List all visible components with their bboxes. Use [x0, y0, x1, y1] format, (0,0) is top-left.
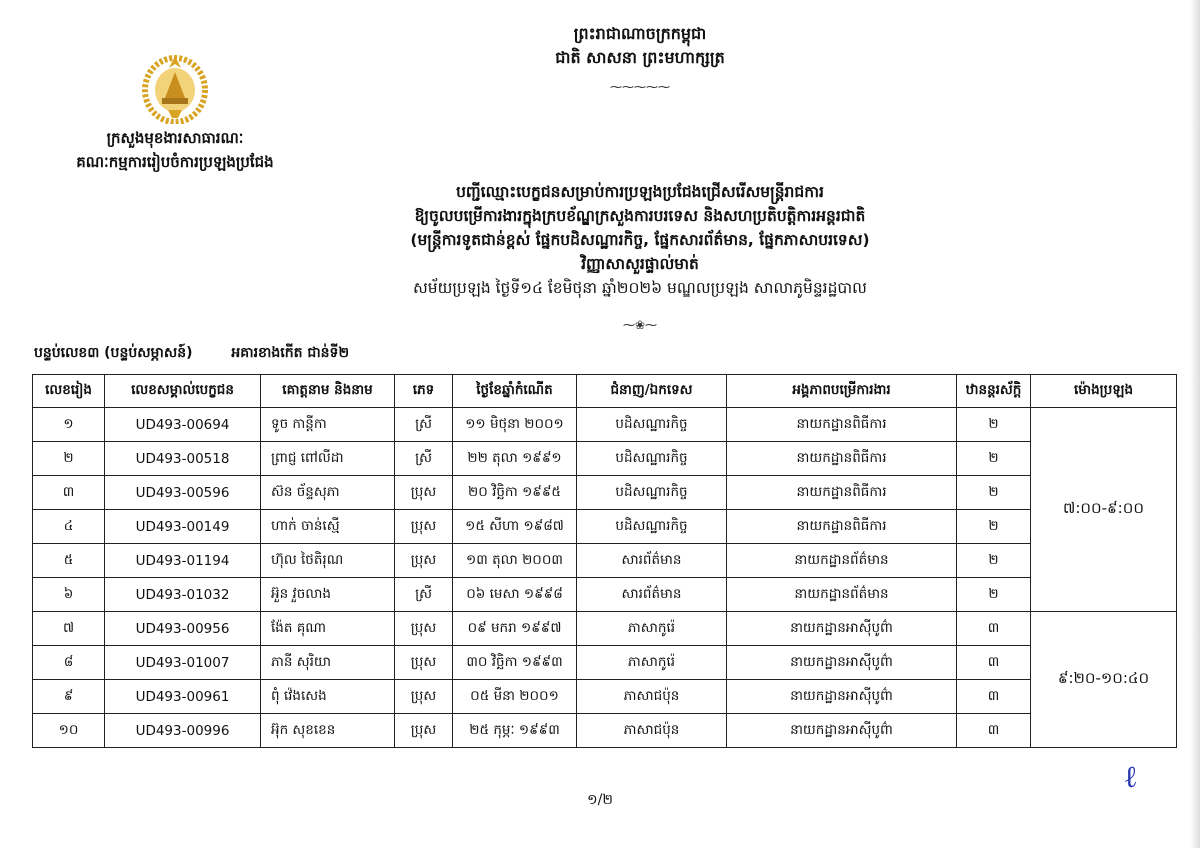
cell-rank: ២ [957, 578, 1031, 612]
page-edge-shadow [1190, 0, 1200, 848]
cell-name: អ៊ុក សុខខេន [261, 714, 395, 748]
cell-sex: ប្រុស [395, 612, 453, 646]
cell-id: UD493-00596 [105, 476, 261, 510]
cell-sex: ប្រុស [395, 646, 453, 680]
title-ornament: ⁓❀⁓ [622, 318, 658, 332]
table-row [33, 612, 1177, 646]
cell-rank: ២ [957, 442, 1031, 476]
cell-skill: ភាសាកូរ៉េ [577, 646, 727, 680]
cell-sex: ស្រី [395, 578, 453, 612]
ministry-name: ក្រសួងមុខងារសាធារណៈ [106, 129, 244, 147]
cell-no: ៣ [33, 476, 105, 510]
table-row [33, 510, 1177, 544]
column-header: គោត្តនាម និងនាម [261, 375, 395, 408]
cell-skill: សារព័ត៌មាន [577, 578, 727, 612]
column-header: លេខរៀង [33, 375, 105, 408]
cell-rank: ៣ [957, 680, 1031, 714]
room-building: អគារខាងកើត ជាន់ទី២ [231, 345, 350, 361]
signature-mark: ℓ [1121, 759, 1140, 796]
cell-unit: នាយកដ្ឋានអាស៊ីបូព៌ា [727, 646, 957, 680]
table-row [33, 544, 1177, 578]
committee-name: គណៈកម្មការរៀបចំការប្រឡងប្រជែង [76, 153, 274, 171]
cell-unit: នាយកដ្ឋានពិធីការ [727, 476, 957, 510]
cell-dob: ២០ វិច្ឆិកា ១៩៩៥ [453, 476, 577, 510]
cell-dob: ២៥ កុម្ភៈ ១៩៩៣ [453, 714, 577, 748]
cell-sex: ប្រុស [395, 476, 453, 510]
table-body [33, 408, 1177, 748]
header-ornament: ⁓⁓⁓⁓⁓ [610, 80, 670, 94]
cell-id: UD493-00996 [105, 714, 261, 748]
cell-exam-time: ៩:២០-១០:៤០ [1031, 612, 1177, 748]
cell-dob: ០៦ មេសា ១៩៩៨ [453, 578, 577, 612]
cell-dob: ០៥ មីនា ២០០១ [453, 680, 577, 714]
cell-dob: ២២ តុលា ១៩៩១ [453, 442, 577, 476]
cell-id: UD493-00518 [105, 442, 261, 476]
cell-no: ៧ [33, 612, 105, 646]
table-row [33, 408, 1177, 442]
cell-dob: ៣០ វិច្ឆិកា ១៩៩៣ [453, 646, 577, 680]
column-header: ភេទ [395, 375, 453, 408]
cell-sex: ប្រុស [395, 510, 453, 544]
ministry-block [40, 126, 310, 174]
page-number: ១/២ [587, 792, 613, 808]
cell-rank: ៣ [957, 714, 1031, 748]
column-header: អង្គភាពបម្រើការងារ [727, 375, 957, 408]
cell-id: UD493-00694 [105, 408, 261, 442]
cell-id: UD493-01007 [105, 646, 261, 680]
cell-dob: ០៩ មករា ១៩៩៧ [453, 612, 577, 646]
cell-skill: សារព័ត៌មាន [577, 544, 727, 578]
room-info [34, 343, 383, 364]
kingdom-header [500, 22, 780, 70]
cell-dob: ១៣ តុលា ២០០៣ [453, 544, 577, 578]
document-title [250, 180, 1030, 300]
kingdom-title: ព្រះរាជាណាចក្រកម្ពុជា [573, 24, 707, 43]
cell-no: ១០ [33, 714, 105, 748]
cell-name: ពុំ វ៉េងសេង [261, 680, 395, 714]
cell-skill: បដិសណ្ឋារកិច្ច [577, 510, 727, 544]
cell-sex: ស្រី [395, 408, 453, 442]
cell-id: UD493-00956 [105, 612, 261, 646]
table-row [33, 578, 1177, 612]
cell-skill: បដិសណ្ឋារកិច្ច [577, 476, 727, 510]
cell-id: UD493-01194 [105, 544, 261, 578]
title-line-2: ឱ្យចូលបម្រើការងារក្នុងក្របខ័ណ្ឌក្រសួងការបរទេស និងសហប្រតិបត្តិការអន្តរជាតិ [414, 207, 866, 225]
cell-name: ហ៊ុល ថៃតិរុណ [261, 544, 395, 578]
cell-unit: នាយកដ្ឋានពិធីការ [727, 510, 957, 544]
cell-id: UD493-00961 [105, 680, 261, 714]
title-line-5: សម័យប្រឡង ថ្ងៃទី១៤ ខែមិថុនា ឆ្នាំ២០២៦ មណ្ឌលប្រឡង សាលាភូមិន្ទរដ្ឋបាល [413, 279, 867, 297]
column-header: ថ្ងៃខែឆ្នាំកំណើត [453, 375, 577, 408]
cell-rank: ២ [957, 544, 1031, 578]
cell-rank: ២ [957, 510, 1031, 544]
cell-name: ទូច កាន្តីកា [261, 408, 395, 442]
cell-rank: ២ [957, 476, 1031, 510]
cell-unit: នាយកដ្ឋានព័ត៌មាន [727, 578, 957, 612]
cell-unit: នាយកដ្ឋានអាស៊ីបូព៌ា [727, 680, 957, 714]
cell-no: ៦ [33, 578, 105, 612]
cell-exam-time: ៧:០០-៩:០០ [1031, 408, 1177, 612]
cell-skill: បដិសណ្ឋារកិច្ច [577, 408, 727, 442]
column-header: លេខសម្គាល់បេក្ខជន [105, 375, 261, 408]
table-row [33, 646, 1177, 680]
table-row [33, 442, 1177, 476]
cell-name: ស៊ន ច័ន្ទសុភា [261, 476, 395, 510]
cell-name: ភានី សុរិយា [261, 646, 395, 680]
cell-name: ព្រាជ្ញ ពៅលីដា [261, 442, 395, 476]
table-row [33, 680, 1177, 714]
cell-name: អ៊ួន វួចលាង [261, 578, 395, 612]
column-header: ជំនាញ/ឯកទេស [577, 375, 727, 408]
cell-rank: ២ [957, 408, 1031, 442]
cell-skill: ភាសាកូរ៉េ [577, 612, 727, 646]
table-row [33, 714, 1177, 748]
cell-sex: ប្រុស [395, 714, 453, 748]
cell-unit: នាយកដ្ឋានអាស៊ីបូព៌ា [727, 612, 957, 646]
cell-dob: ១៥ សីហា ១៩៨៧ [453, 510, 577, 544]
cell-id: UD493-00149 [105, 510, 261, 544]
title-line-3: (មន្ត្រីការទូតជាន់ខ្ពស់ ផ្នែកបដិសណ្ឋារកិច្ច, ផ្នែកសារព័ត៌មាន, ផ្នែកភាសាបរទេស) [410, 231, 870, 249]
cell-unit: នាយកដ្ឋានព័ត៌មាន [727, 544, 957, 578]
ministry-emblem [140, 48, 210, 124]
cell-sex: ប្រុស [395, 544, 453, 578]
room-label: បន្ទប់លេខ៣ (បន្ទប់សម្ភាសន៍) [34, 345, 193, 361]
cell-unit: នាយកដ្ឋានពិធីការ [727, 442, 957, 476]
cell-skill: បដិសណ្ឋារកិច្ច [577, 442, 727, 476]
cell-id: UD493-01032 [105, 578, 261, 612]
cell-rank: ៣ [957, 646, 1031, 680]
table-header-row [33, 375, 1177, 408]
cell-no: ២ [33, 442, 105, 476]
cell-unit: នាយកដ្ឋានអាស៊ីបូព៌ា [727, 714, 957, 748]
cell-no: ១ [33, 408, 105, 442]
cell-name: ហាក់ ចាន់ស្មើ [261, 510, 395, 544]
cell-no: ៩ [33, 680, 105, 714]
national-motto: ជាតិ សាសនា ព្រះមហាក្សត្រ [555, 48, 725, 67]
title-line-1: បញ្ជីឈ្មោះបេក្ខជនសម្រាប់ការប្រឡងប្រជែងជ្រើសរើសមន្ត្រីរាជការ [456, 183, 824, 201]
cell-no: ៥ [33, 544, 105, 578]
cell-rank: ៣ [957, 612, 1031, 646]
cell-unit: នាយកដ្ឋានពិធីការ [727, 408, 957, 442]
cell-skill: ភាសាជប៉ុន [577, 680, 727, 714]
cell-dob: ១១ មិថុនា ២០០១ [453, 408, 577, 442]
cell-no: ៤ [33, 510, 105, 544]
candidate-table [32, 374, 1177, 748]
cell-no: ៨ [33, 646, 105, 680]
title-line-4: វិញ្ញាសាសួរផ្ទាល់មាត់ [581, 255, 699, 273]
column-header: ម៉ោងប្រឡង [1031, 375, 1177, 408]
table-row [33, 476, 1177, 510]
cell-skill: ភាសាជប៉ុន [577, 714, 727, 748]
cell-name: ង៉ែត គុណា [261, 612, 395, 646]
cell-sex: ស្រី [395, 442, 453, 476]
column-header: ឋានន្តរស័ក្តិ [957, 375, 1031, 408]
cell-sex: ប្រុស [395, 680, 453, 714]
